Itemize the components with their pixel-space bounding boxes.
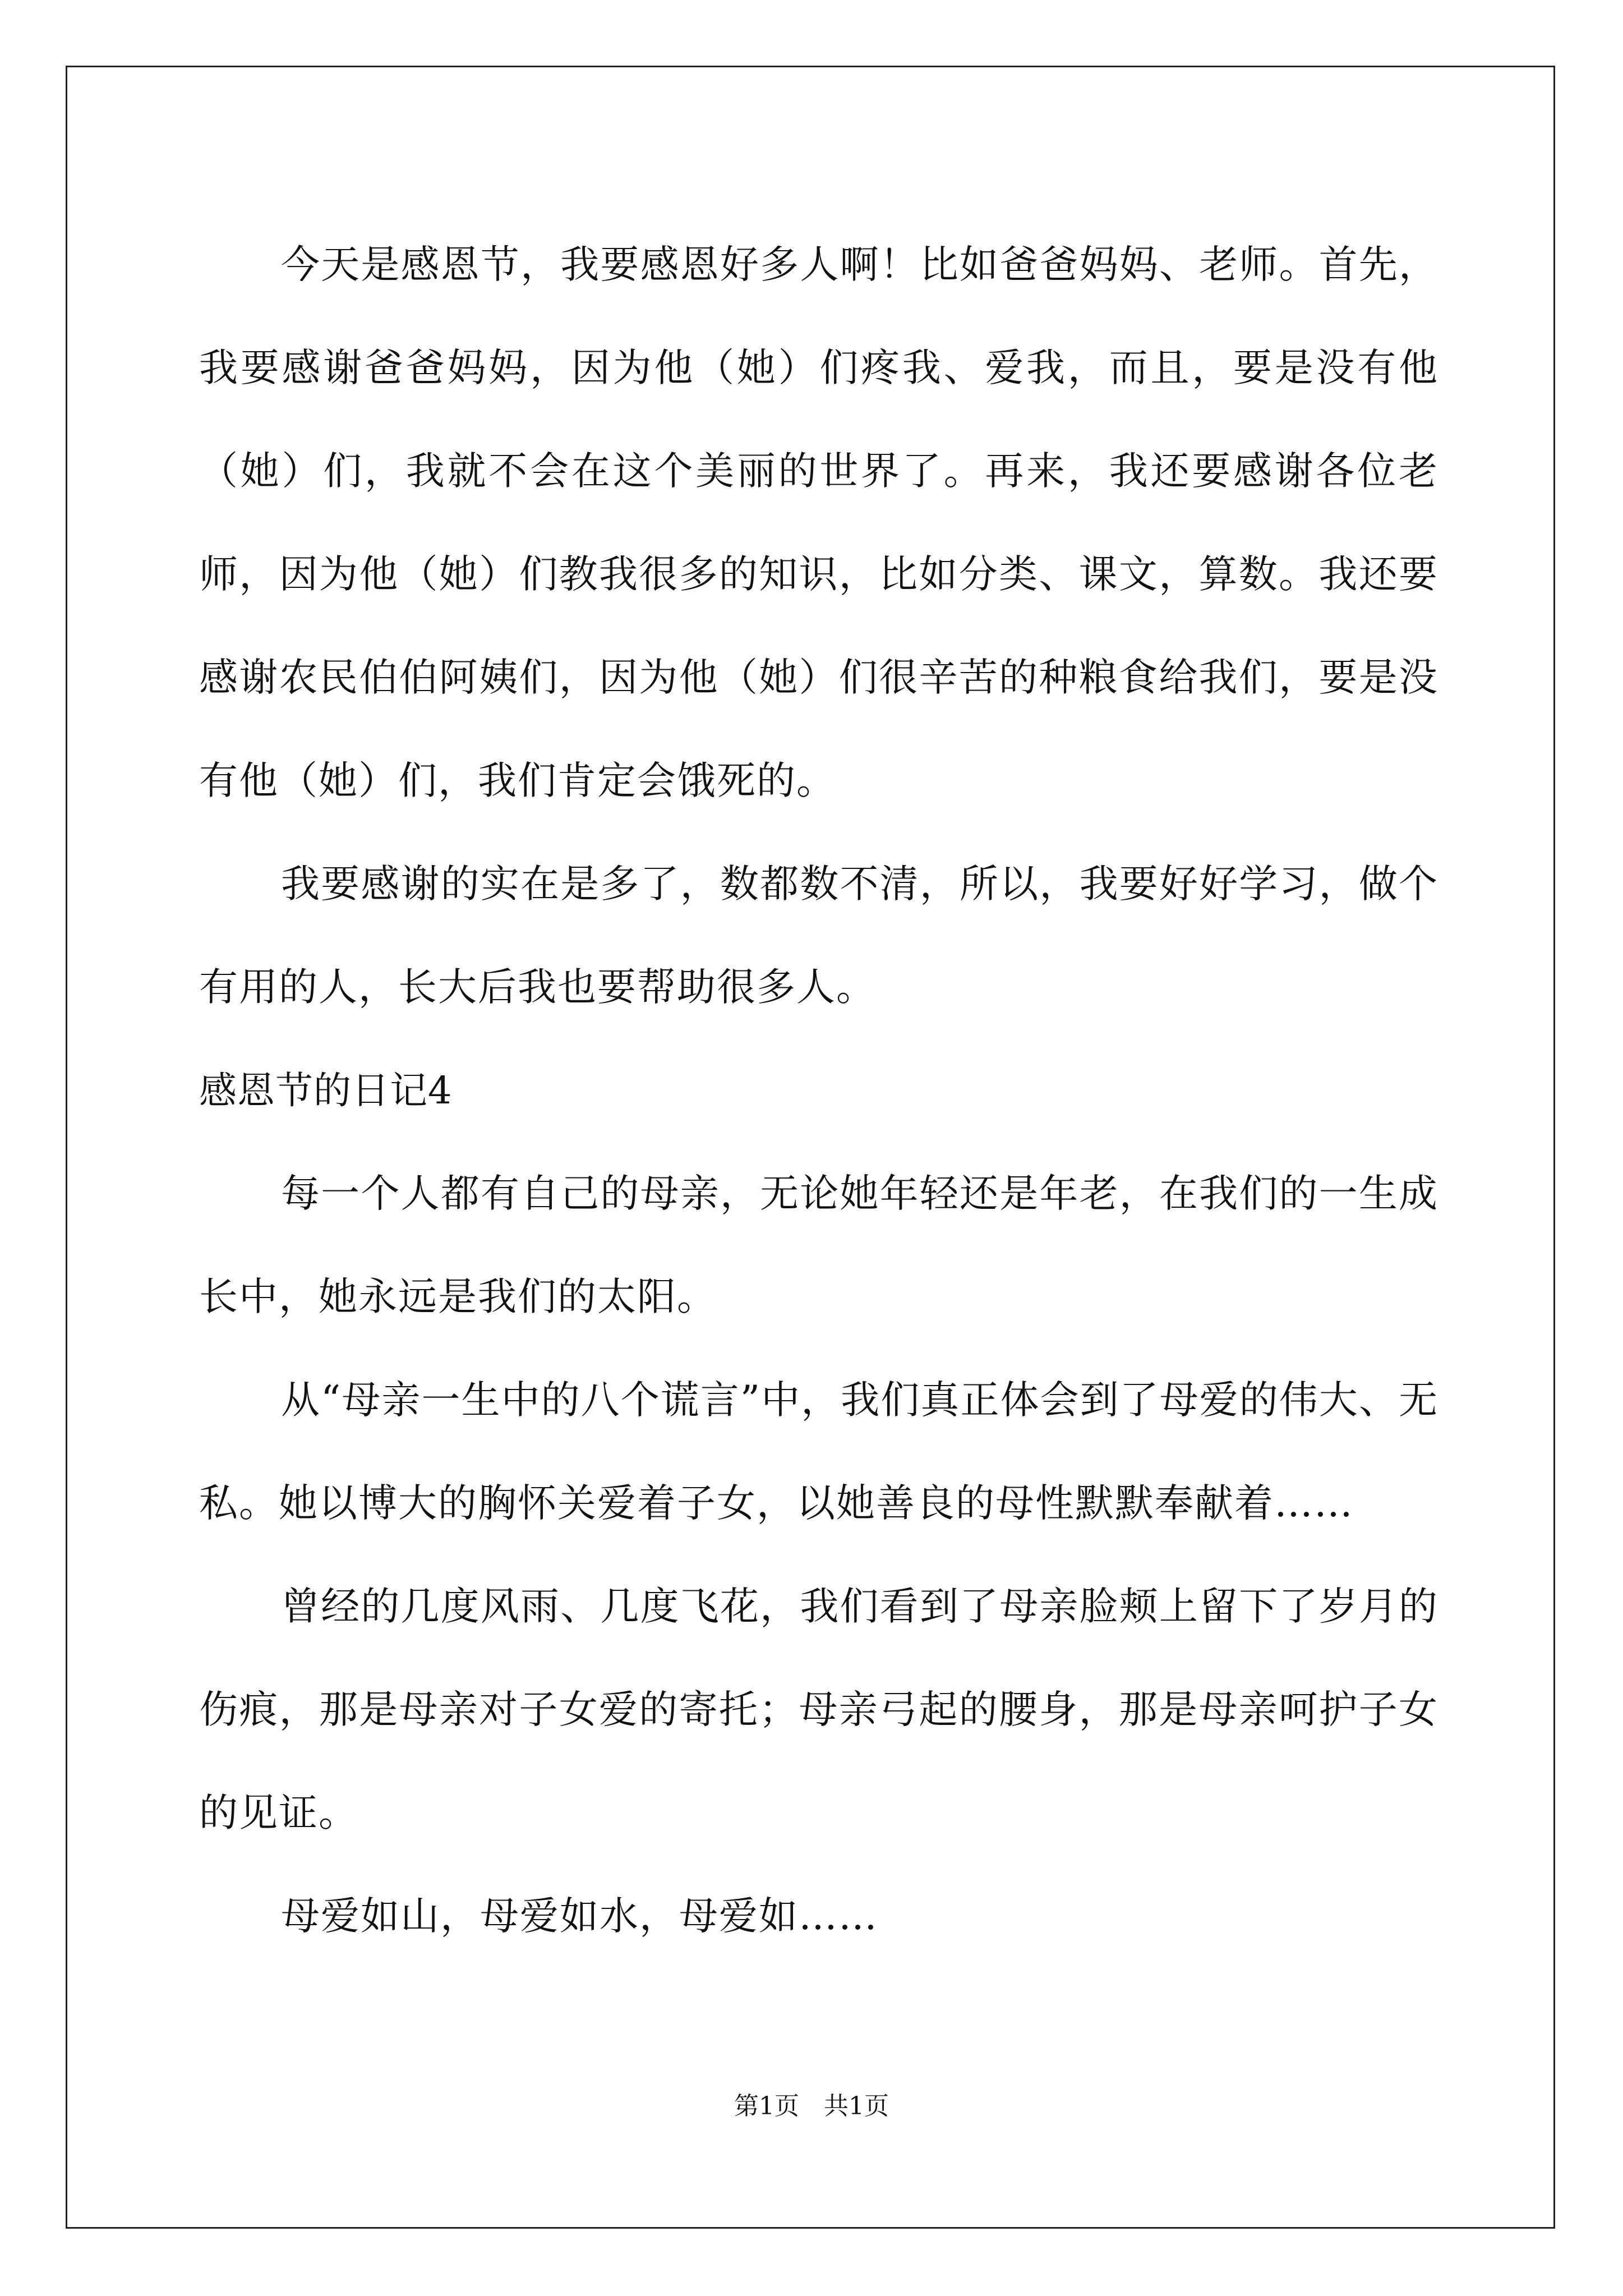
paragraph: 曾经的几度风雨、几度飞花，我们看到了母亲脸颊上留下了岁月的伤痕，那是母亲对子女爱的寄托；母亲弓起的腰身，那是母亲呵护子女的见证。 xyxy=(199,1584,1438,1835)
paragraph: 今天是感恩节，我要感恩好多人啊！比如爸爸妈妈、老师。首先，我要感谢爸爸妈妈，因为他（她）们疼我、爱我，而且，要是没有他（她）们，我就不会在这个美丽的世界了。再来，我还要感谢各位老师，因为他（她）们教我很多的知识，比如分类、课文，算数。我还要感谢农民伯伯阿姨们，因为他（她）们很辛苦的种粮食给我们，要是没有他（她）们，我们肯定会饿死的。 xyxy=(199,242,1438,803)
page-number-footer: 第1页 共1页 xyxy=(734,2092,889,2120)
section-heading: 感恩节的日记4 xyxy=(199,1069,453,1112)
paragraph: 母爱如山，母爱如水，母爱如…… xyxy=(281,1894,878,1939)
paragraph: 我要感谢的实在是多了，数都数不清，所以，我要好好学习，做个有用的人，长大后我也要帮助很多人。 xyxy=(199,862,1438,1010)
document-body xyxy=(199,213,1438,1968)
paragraph: 每一个人都有自己的母亲，无论她年轻还是年老，在我们的一生成长中，她永远是我们的太阳。 xyxy=(199,1171,1438,1319)
paragraph: 从“母亲一生中的八个谎言”中，我们真正体会到了母爱的伟大、无私。她以博大的胸怀关爱着子女，以她善良的母性默默奉献着…… xyxy=(199,1378,1438,1526)
